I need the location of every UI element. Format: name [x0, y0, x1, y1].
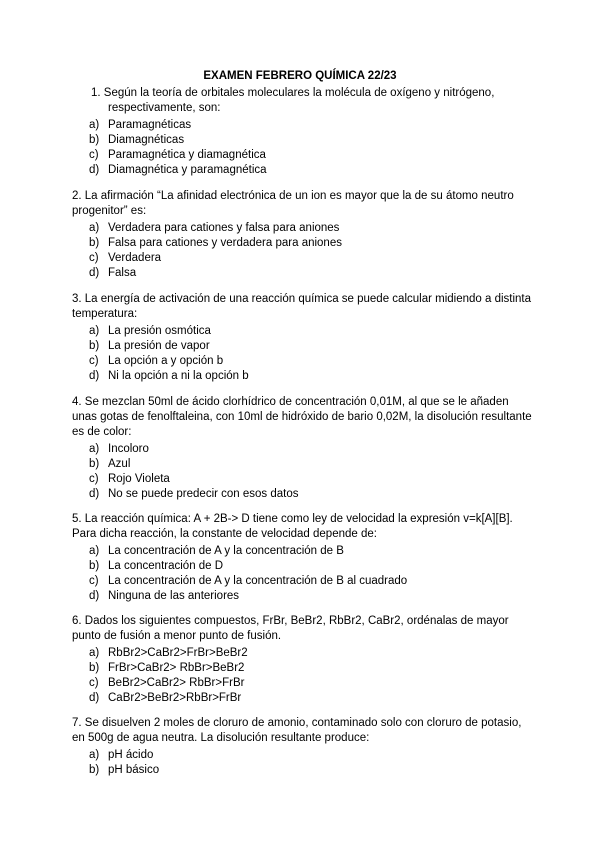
option-letter: b) [89, 237, 100, 249]
option-letter: d) [89, 370, 100, 382]
option-c [72, 472, 532, 487]
options-list [72, 118, 532, 178]
option-b [72, 559, 532, 574]
option-text: Paramagnética y diamagnética [108, 149, 266, 161]
option-letter: b) [89, 662, 100, 674]
options-list [72, 442, 532, 502]
question-1 [72, 86, 532, 178]
option-text: Azul [108, 458, 131, 470]
option-b [72, 236, 532, 251]
option-a [72, 118, 532, 133]
option-a [72, 646, 532, 661]
option-text: Verdadera [108, 252, 162, 264]
option-d [72, 691, 532, 706]
option-b [72, 339, 532, 354]
option-letter: d) [89, 267, 100, 279]
question-4 [72, 395, 532, 502]
options-list [72, 324, 532, 384]
question-text: 1. Según la teoría de orbitales moleculares la molécula de oxígeno y nitrógeno, respectivamente, son: [91, 87, 495, 114]
option-text: La concentración de A y la concentración de B al cuadrado [108, 575, 408, 587]
page-title: EXAMEN FEBRERO QUÍMICA 22/23 [203, 70, 397, 82]
option-letter: a) [89, 325, 100, 337]
option-text: Diamagnética y paramagnética [108, 164, 267, 176]
option-c [72, 574, 532, 589]
option-text: Ni la opción a ni la opción b [108, 370, 249, 382]
option-letter: a) [89, 647, 100, 659]
option-d [72, 369, 532, 384]
option-letter: a) [89, 222, 100, 234]
option-d [72, 487, 532, 502]
question-text: 4. Se mezclan 50ml de ácido clorhídrico de concentración 0,01M, al que se le añaden unas gotas de fenolftaleina, con 10ml de hidróxido de bario 0,02M, la disolución resultante es de color: [72, 396, 532, 438]
option-letter: b) [89, 764, 100, 776]
option-text: pH ácido [108, 749, 154, 761]
option-b [72, 133, 532, 148]
option-b [72, 457, 532, 472]
option-letter: a) [89, 119, 100, 131]
option-text: BeBr2>CaBr2> RbBr>FrBr [108, 677, 245, 689]
option-text: La presión de vapor [108, 340, 210, 352]
option-letter: c) [89, 355, 99, 367]
option-a [72, 221, 532, 236]
option-letter: b) [89, 560, 100, 572]
question-text: 7. Se disuelven 2 moles de cloruro de amonio, contaminado solo con cloruro de potasio, en 500g de agua neutra. La disolución resultante produce: [72, 717, 522, 744]
option-text: La presión osmótica [108, 325, 211, 337]
question-7 [72, 716, 532, 778]
option-letter: c) [89, 252, 99, 264]
option-letter: b) [89, 134, 100, 146]
option-a [72, 324, 532, 339]
option-text: No se puede predecir con esos datos [108, 488, 299, 500]
option-text: Diamagnéticas [108, 134, 185, 146]
option-letter: b) [89, 340, 100, 352]
option-d [72, 589, 532, 604]
option-letter: a) [89, 749, 100, 761]
option-text: Ninguna de las anteriores [108, 590, 240, 602]
option-text: pH básico [108, 764, 160, 776]
option-c [72, 354, 532, 369]
question-text: 5. La reacción química: A + 2B-> D tiene como ley de velocidad la expresión v=k[A][B]. Para dicha reacción, la constante de velocidad depende de: [72, 513, 513, 540]
option-d [72, 266, 532, 281]
option-b [72, 763, 532, 778]
option-a [72, 748, 532, 763]
option-a [72, 442, 532, 457]
option-c [72, 251, 532, 266]
options-list [72, 221, 532, 281]
option-text: Falsa para cationes y verdadera para aniones [108, 237, 342, 249]
option-d [72, 163, 532, 178]
option-letter: d) [89, 488, 100, 500]
option-letter: a) [89, 443, 100, 455]
option-text: La concentración de D [108, 560, 224, 572]
option-text: Falsa [108, 267, 137, 279]
option-a [72, 544, 532, 559]
option-letter: b) [89, 458, 100, 470]
option-letter: c) [89, 149, 99, 161]
option-text: Verdadera para cationes y falsa para aniones [108, 222, 340, 234]
option-text: Paramagnéticas [108, 119, 192, 131]
option-text: Incoloro [108, 443, 149, 455]
question-6 [72, 614, 532, 706]
option-letter: c) [89, 575, 99, 587]
option-text: CaBr2>BeBr2>RbBr>FrBr [108, 692, 242, 704]
question-text: 6. Dados los siguientes compuestos, FrBr, BeBr2, RbBr2, CaBr2, ordénalas de mayor punto de fusión a menor punto de fusión. [72, 615, 509, 642]
option-c [72, 148, 532, 163]
option-letter: c) [89, 473, 99, 485]
option-letter: d) [89, 590, 100, 602]
options-list [72, 544, 532, 604]
option-letter: c) [89, 677, 99, 689]
question-2 [72, 189, 532, 281]
option-letter: a) [89, 545, 100, 557]
options-list [72, 646, 532, 706]
question-5 [72, 512, 532, 604]
option-letter: d) [89, 692, 100, 704]
options-list [72, 748, 532, 778]
question-3 [72, 292, 532, 384]
option-text: La opción a y opción b [108, 355, 224, 367]
option-text: Rojo Violeta [108, 473, 170, 485]
question-text: 2. La afirmación “La afinidad electrónica de un ion es mayor que la de su átomo neutro progenitor” es: [72, 190, 514, 217]
option-c [72, 676, 532, 691]
option-text: La concentración de A y la concentración de B [108, 545, 344, 557]
option-b [72, 661, 532, 676]
option-letter: d) [89, 164, 100, 176]
question-text: 3. La energía de activación de una reacción química se puede calcular midiendo a distinta temperatura: [72, 293, 532, 320]
option-text: FrBr>CaBr2> RbBr>BeBr2 [108, 662, 245, 674]
option-text: RbBr2>CaBr2>FrBr>BeBr2 [108, 647, 248, 659]
